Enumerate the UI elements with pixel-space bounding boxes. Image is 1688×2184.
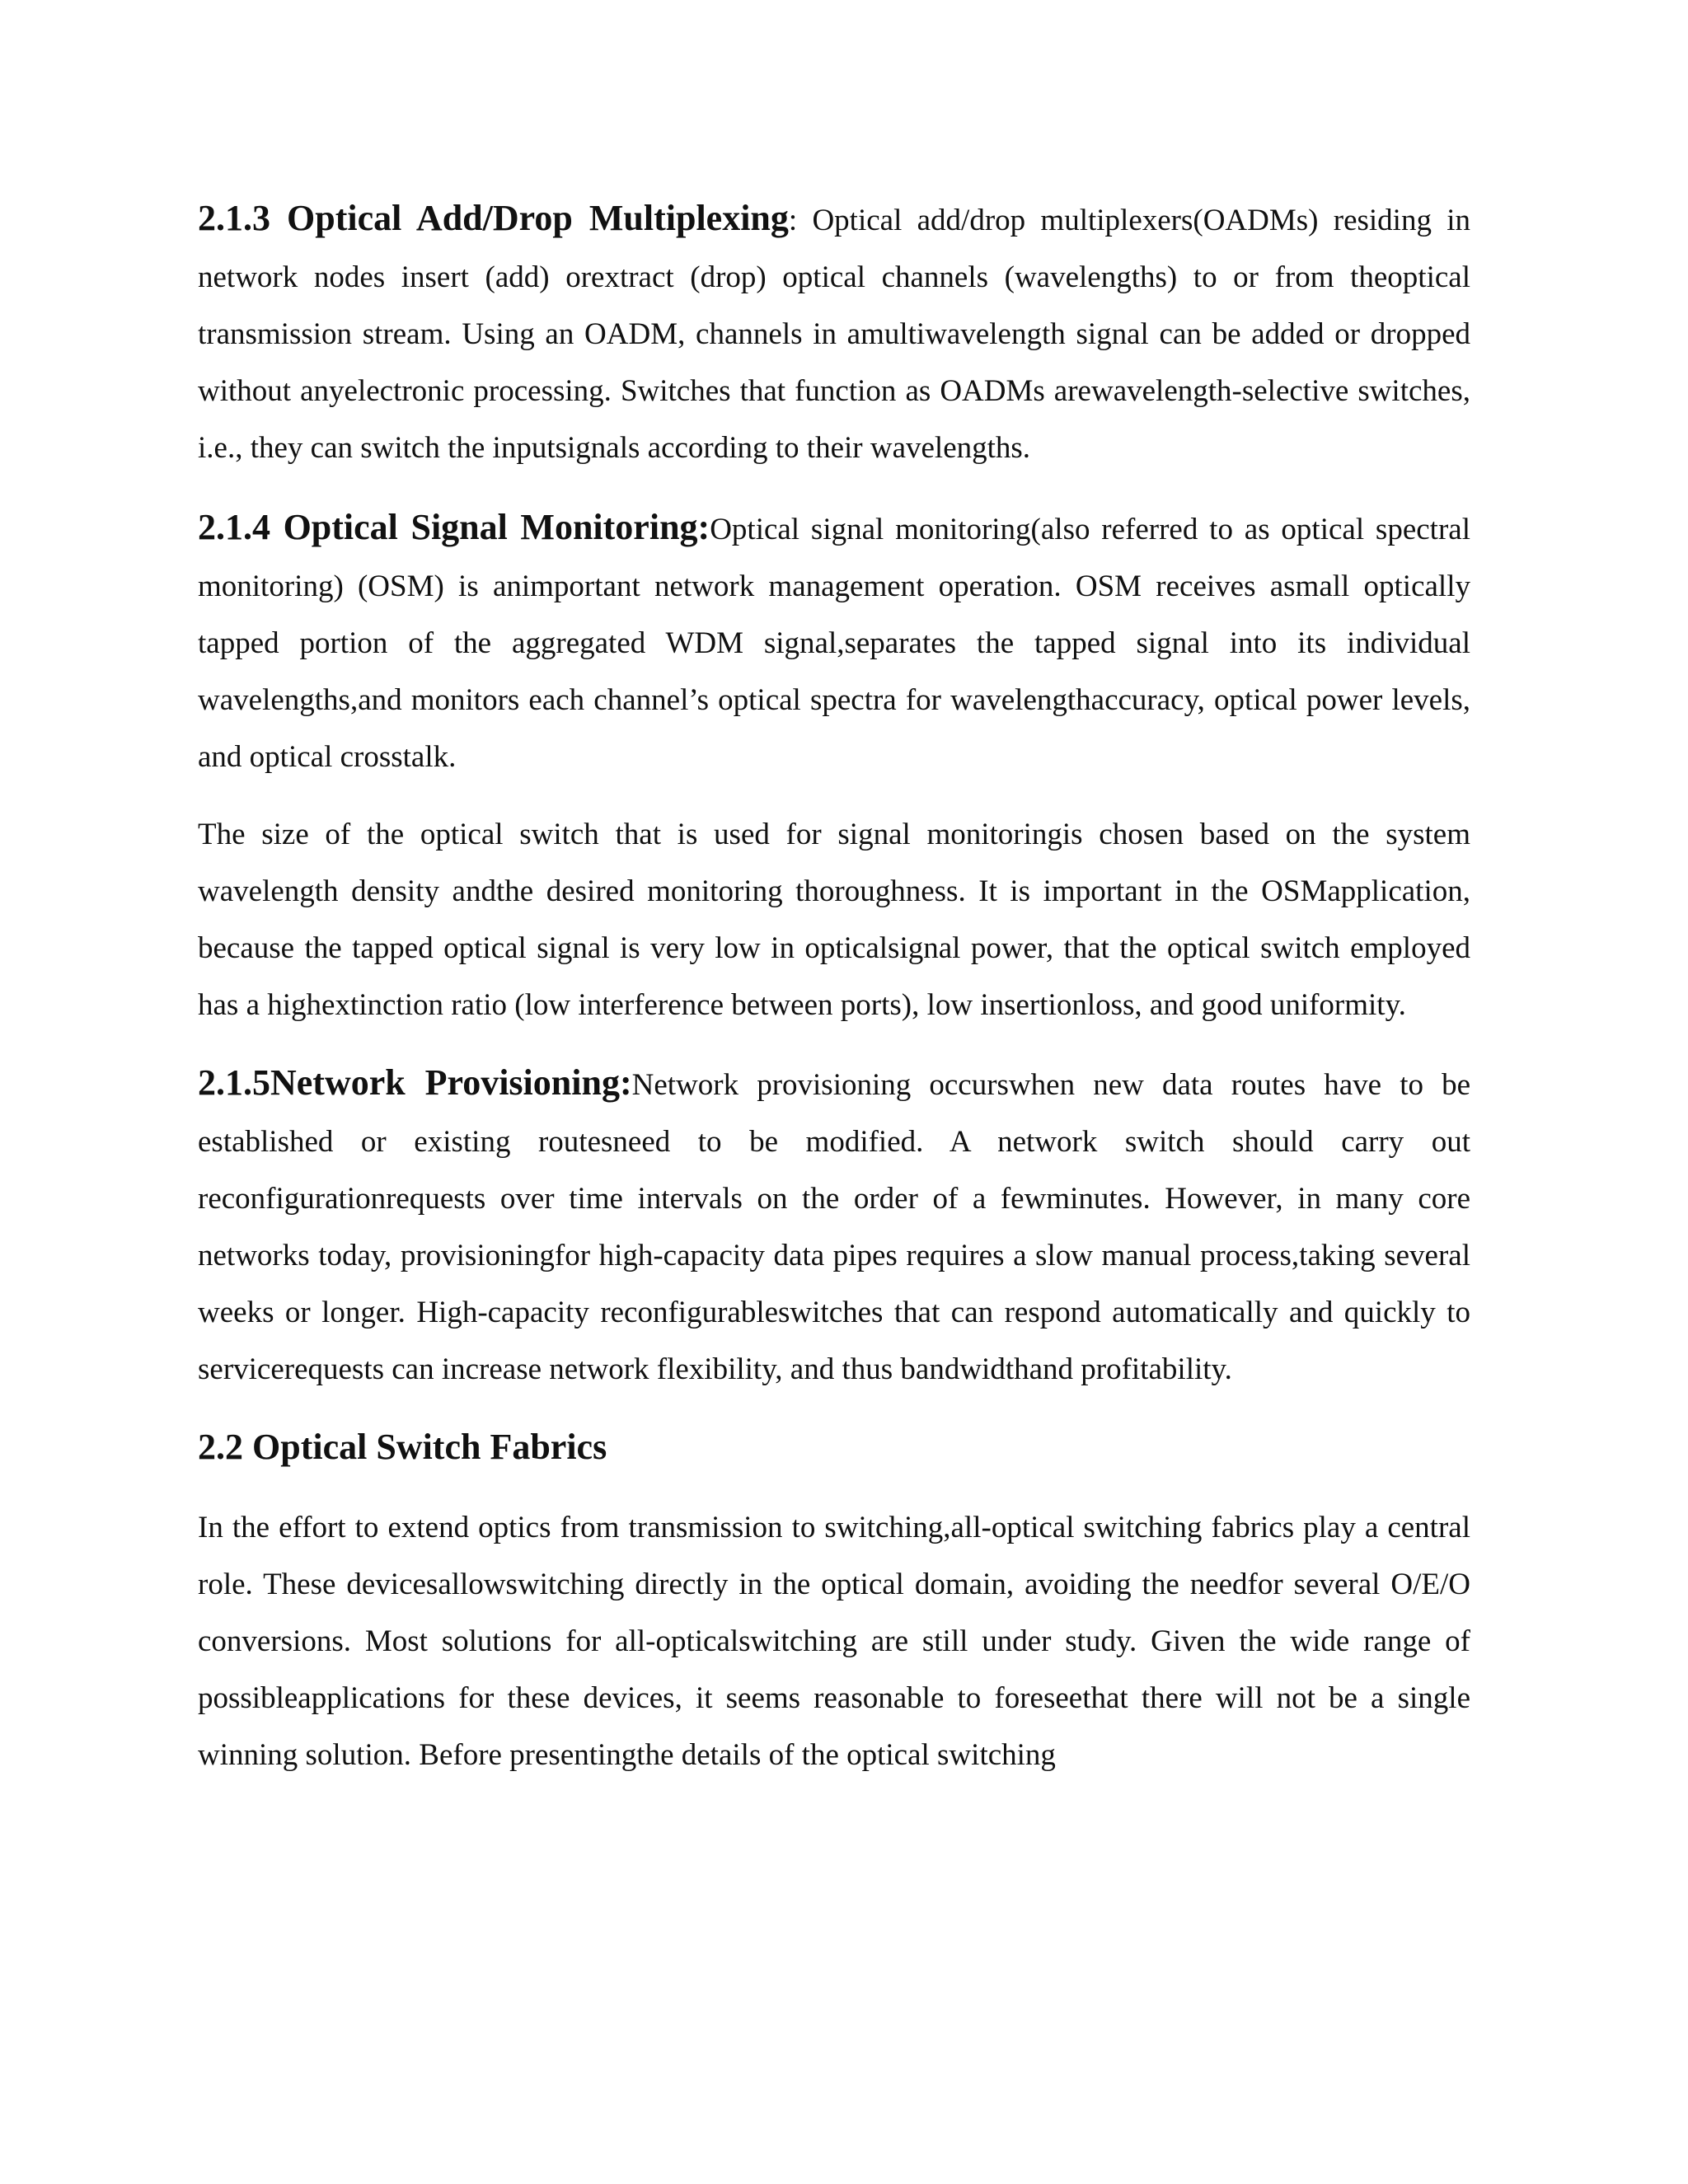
paragraph-provisioning (198, 1054, 1470, 1398)
paragraph-osm-switch-size (198, 806, 1470, 1033)
paragraph-osm (198, 499, 1470, 785)
body-osm: Optical signal monitoring(also referred to as optical spectral monitoring) (OSM) is animportant network management operation. OSM receives asmall optically tapped portion of the aggregated WDM signal,separates the tapped signal into its individual wavelengths,and monitors each channel’s optical spectra for wavelengthaccuracy, optical power levels, and optical crosstalk. (198, 513, 1470, 774)
heading-oadm: 2.1.3 Optical Add/Drop Multiplexing (198, 198, 789, 238)
section-title-switch-fabrics: 2.2 Optical Switch Fabrics (198, 1427, 607, 1467)
body-oadm: Optical add/drop multiplexers(OADMs) residing in network nodes insert (add) orextract (drop) optical channels (wavelengths) to or from theoptical transmission stream. Using an OADM, channels in amultiwavelength signal can be added or dropped without anyelectronic processing. Switches that function as OADMs arewavelength-selective switches, i.e., they can switch the inputsignals according to their wavelengths. (198, 204, 1470, 465)
paragraph-switch-fabrics (198, 1499, 1470, 1783)
heading-provisioning: 2.1.5Network Provisioning: (198, 1062, 632, 1103)
document-page (198, 190, 1470, 1783)
body-provisioning: Network provisioning occurswhen new data routes have to be established or existing routesneed to be modified. A network switch should carry out reconfigurationrequests over time intervals on the order of a fewminutes. However, in many core networks today, provisioningfor high-capacity data pipes requires a slow manual process,taking several weeks or longer. High-capacity reconfigurableswitches that can respond automatically and quickly to servicerequests can increase network flexibility, and thus bandwidthand profitability. (198, 1068, 1471, 1386)
heading-osm: 2.1.4 Optical Signal Monitoring: (198, 507, 710, 547)
paragraph-oadm (198, 190, 1470, 476)
body-osm-switch-size: The size of the optical switch that is used for signal monitoringis chosen based on the system wavelength density andthe desired monitoring thoroughness. It is important in the OSMapplication, because the tapped optical signal is very low in opticalsignal power, that the optical switch employed has a highextinction ratio (low interference between ports), low insertionloss, and good uniformity. (198, 818, 1470, 1022)
body-switch-fabrics: In the effort to extend optics from transmission to switching,all-optical switching fabrics play a central role. These devicesallowswitching directly in the optical domain, avoiding the needfor several O/E/O conversions. Most solutions for all-opticalswitching are still under study. Given the wide range of possibleapplications for these devices, it seems reasonable to foreseethat there will not be a single winning solution. Before presentingthe details of the optical switching (198, 1511, 1470, 1772)
heading-oadm-mark: : (788, 204, 798, 237)
